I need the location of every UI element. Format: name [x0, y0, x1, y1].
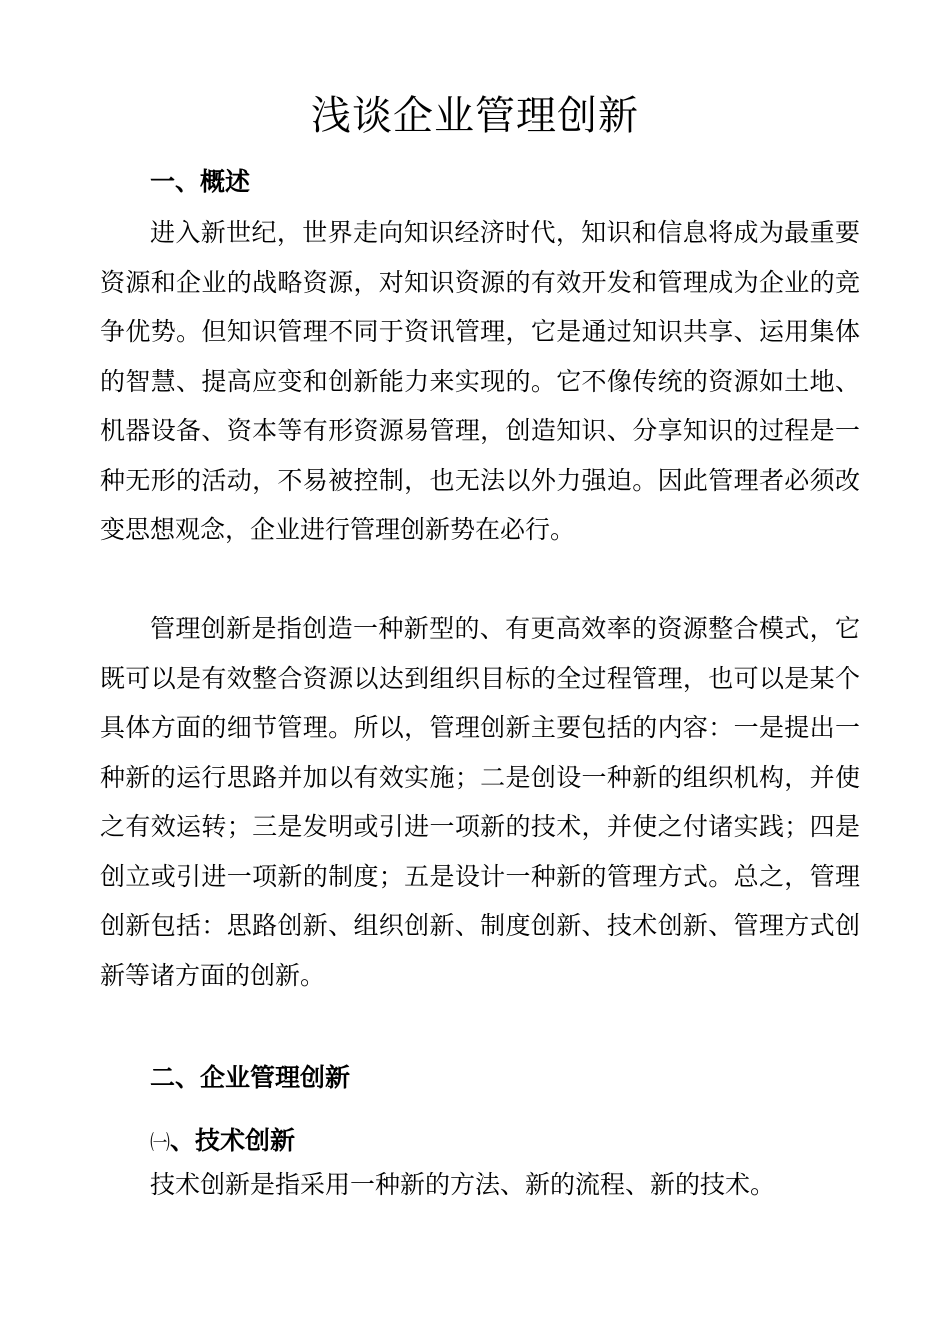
- section-heading-overview: 一、概述: [150, 167, 251, 196]
- paragraph-overview-1: 进入新世纪，世界走向知识经济时代，知识和信息将成为最重要资源和企业的战略资源，对知识资源的有效开发和管理成为企业的竞争优势。但知识管理不同于资讯管理，它是通过知识共享、运用集体的智慧、提高应变和创新能力来实现的。它不像传统的资源如土地、机器设备、资本等有形资源易管理，创造知识、分享知识的过程是一种无形的活动，不易被控制，也无法以外力强迫。因此管理者必须改变思想观念，企业进行管理创新势在必行。: [100, 218, 860, 544]
- subsection-title: 、技术创新: [170, 1126, 296, 1155]
- subsection-number: ㈠: [150, 1130, 170, 1154]
- paragraph-tech-innovation: 技术创新是指采用一种新的方法、新的流程、新的技术。: [150, 1170, 776, 1199]
- section-heading-management-innovation: 二、企业管理创新: [150, 1063, 351, 1092]
- document-title: 浅谈企业管理创新: [311, 93, 639, 139]
- paragraph-overview-2: 管理创新是指创造一种新型的、有更高效率的资源整合模式，它既可以是有效整合资源以达到组织目标的全过程管理，也可以是某个具体方面的细节管理。所以，管理创新主要包括的内容：一是提出一种新的运行思路并加以有效实施；二是创设一种新的组织机构，并使之有效运转；三是发明或引进一项新的技术，并使之付诸实践；四是创立或引进一项新的制度；五是设计一种新的管理方式。总之，管理创新包括：思路创新、组织创新、制度创新、技术创新、管理方式创新等诸方面的创新。: [100, 614, 860, 990]
- subsection-heading-tech-innovation: [150, 1121, 295, 1162]
